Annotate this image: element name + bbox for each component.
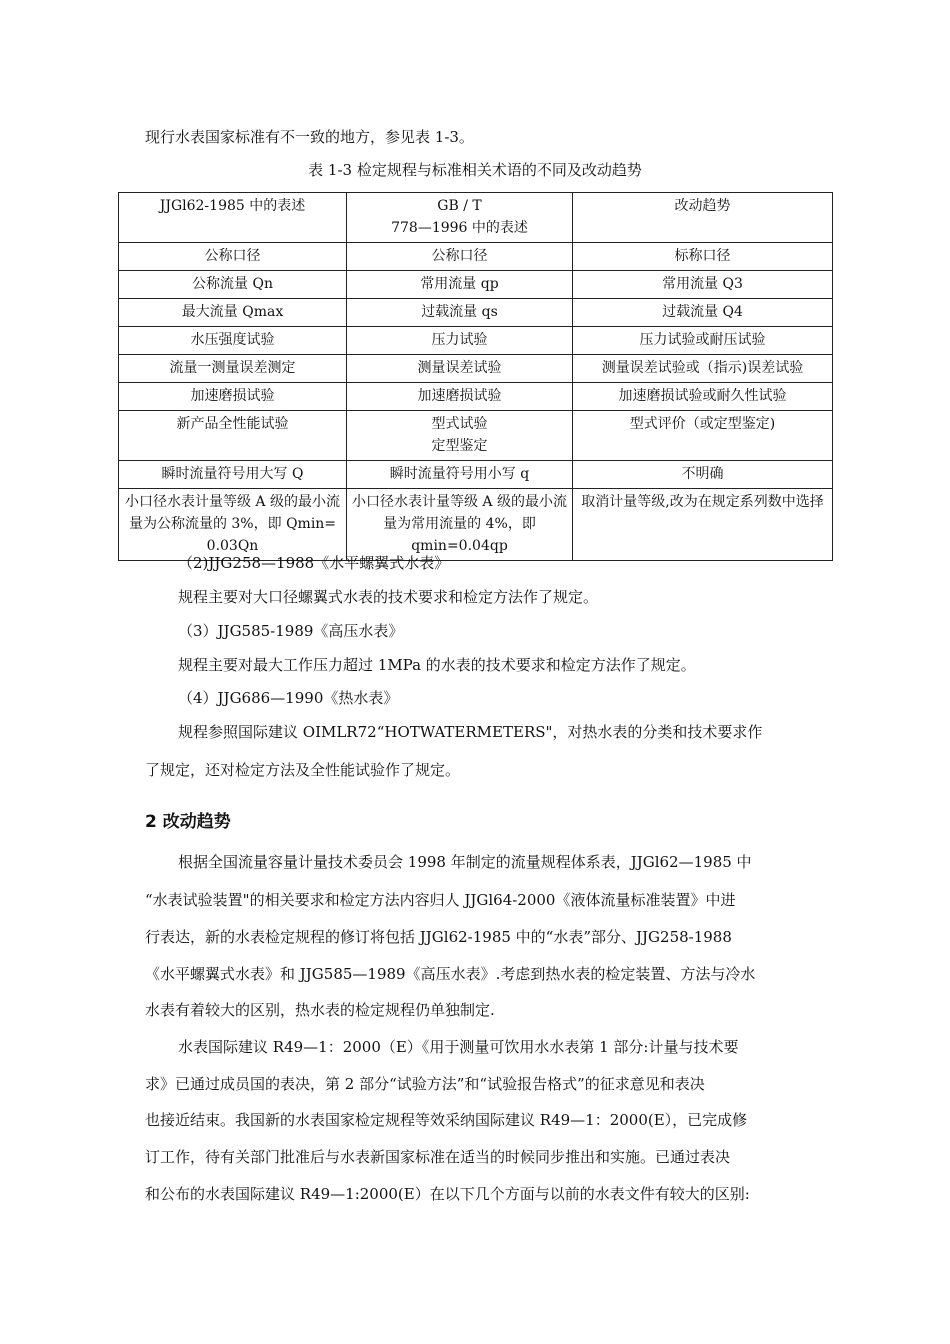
table-cell-line: 0.03Qn bbox=[206, 538, 259, 554]
table-row bbox=[119, 299, 833, 327]
table-cell: 不明确 bbox=[573, 461, 833, 489]
header-cell-1985: JJGl62-1985 中的表述 bbox=[119, 193, 347, 243]
table-cell-line: 量为常用流量的 4%，即 bbox=[383, 516, 536, 532]
paragraph-line: “水表试验装置"的相关要求和检定方法内容归人 JJGl64-2000《液体流量标准装置》中进 bbox=[145, 891, 736, 909]
item-title-jjg585: （3）JJG585-1989《高压水表》 bbox=[178, 622, 404, 640]
item-desc-jjg686-line1: 规程参照国际建议 OIMLR72“HOTWATERMETERS"，对热水表的分类和技术要求作 bbox=[178, 723, 763, 741]
table-cell-line: qmin=0.04qp bbox=[411, 538, 508, 554]
table-cell bbox=[347, 489, 573, 561]
paragraph-line: 《水平螺翼式水表》和 JJG585—1989《高压水表》.考虑到热水表的检定装置、方法与冷水 bbox=[145, 965, 756, 983]
item-title-jjg258: （2)JJG258—1988《水平螺翼式水表》 bbox=[178, 554, 450, 572]
table-row bbox=[119, 411, 833, 461]
table-cell: 测量误差试验或（指示)误差试验 bbox=[573, 355, 833, 383]
table-cell: 瞬时流量符号用大写 Q bbox=[119, 461, 347, 489]
table-cell: 新产品全性能试验 bbox=[119, 411, 347, 461]
table-cell: 过载流量 qs bbox=[347, 299, 573, 327]
item-desc-jjg585: 规程主要对最大工作压力超过 1MPa 的水表的技术要求和检定方法作了规定。 bbox=[178, 656, 696, 674]
table-row bbox=[119, 271, 833, 299]
paragraph-line: 和公布的水表国际建议 R49—1:2000(E）在以下几个方面与以前的水表文件有较大的区别: bbox=[145, 1185, 750, 1203]
paragraph-line: 订工作，待有关部门批准后与水表新国家标准在适当的时候同步推出和实施。已通过表决 bbox=[145, 1148, 731, 1166]
table-cell: 测量误差试验 bbox=[347, 355, 573, 383]
paragraph-line: 也接近结束。我国新的水表国家检定规程等效采纳国际建议 R49—1：2000(E），已完成修 bbox=[145, 1111, 748, 1129]
table-row bbox=[119, 489, 833, 561]
paragraph-line: 根据全国流量容量计量技术委员会 1998 年制定的流量规程体系表，JJGl62—1985 中 bbox=[178, 853, 752, 871]
table-cell-line: 定型鉴定 bbox=[431, 438, 488, 454]
table-cell: 常用流量 Q3 bbox=[573, 271, 833, 299]
paragraph-line: 水表有着较大的区别，热水表的检定规程仍单独制定. bbox=[145, 1001, 495, 1019]
table-cell: 常用流量 qp bbox=[347, 271, 573, 299]
table-cell: 型式评价（或定型鉴定) bbox=[573, 411, 833, 461]
table-cell: 公称口径 bbox=[119, 243, 347, 271]
table-cell: 标称口径 bbox=[573, 243, 833, 271]
table-cell: 公称口径 bbox=[347, 243, 573, 271]
table-cell: 水压强度试验 bbox=[119, 327, 347, 355]
item-desc-jjg686-line2: 了规定，还对检定方法及全性能试验作了规定。 bbox=[145, 761, 461, 779]
paragraph-line: 求》已通过成员国的表决，第 2 部分“试验方法”和“试验报告格式”的征求意见和表决 bbox=[145, 1075, 705, 1093]
table-cell-line: 量为公称流量的 3%，即 Qmin= bbox=[128, 516, 337, 532]
table-cell-line: 小口径水表计量等级 A 级的最小流 bbox=[124, 494, 340, 510]
item-desc-jjg258: 规程主要对大口径螺翼式水表的技术要求和检定方法作了规定。 bbox=[178, 588, 599, 606]
table-row bbox=[119, 327, 833, 355]
table-cell bbox=[119, 489, 347, 561]
table-cell-line: 小口径水表计量等级 A 级的最小流 bbox=[351, 494, 567, 510]
table-row bbox=[119, 383, 833, 411]
paragraph-line: 水表国际建议 R49—1：2000（E）《用于测量可饮用水水表第 1 部分:计量与技术要 bbox=[178, 1038, 739, 1056]
table-cell: 压力试验或耐压试验 bbox=[573, 327, 833, 355]
table-cell: 瞬时流量符号用小写 q bbox=[347, 461, 573, 489]
paragraph-line: 行表达，新的水表检定规程的修订将包括 JJGl62-1985 中的“水表”部分、JJG258-1988 bbox=[145, 928, 732, 946]
header-cell-gbt bbox=[347, 193, 573, 243]
table-cell: 压力试验 bbox=[347, 327, 573, 355]
table-cell: 公称流量 Qn bbox=[119, 271, 347, 299]
comparison-table bbox=[118, 192, 833, 561]
table-cell bbox=[347, 411, 573, 461]
table-header-row bbox=[119, 193, 833, 243]
section-heading: 2 改动趋势 bbox=[145, 812, 231, 832]
table-cell: 过载流量 Q4 bbox=[573, 299, 833, 327]
table-cell: 流量一测量误差测定 bbox=[119, 355, 347, 383]
table-row bbox=[119, 461, 833, 489]
item-title-jjg686: （4）JJG686—1990《热水表》 bbox=[178, 689, 399, 707]
table-cell: 加速磨损试验 bbox=[119, 383, 347, 411]
header-cell-trend: 改动趋势 bbox=[573, 193, 833, 243]
table-cell-line: 型式试验 bbox=[431, 416, 488, 432]
table-row bbox=[119, 243, 833, 271]
table-cell: 取消计量等级,改为在规定系列数中选择 bbox=[573, 489, 833, 561]
header-gbt-line1: GB / T bbox=[437, 198, 482, 214]
header-gbt-line2: 778—1996 中的表述 bbox=[391, 220, 528, 236]
table-caption: 表 1-3 检定规程与标准相关术语的不同及改动趋势 bbox=[308, 161, 642, 179]
table-row bbox=[119, 355, 833, 383]
table-cell: 最大流量 Qmax bbox=[119, 299, 347, 327]
intro-text: 现行水表国家标准有不一致的地方，参见表 1-3。 bbox=[145, 128, 474, 146]
table-cell: 加速磨损试验或耐久性试验 bbox=[573, 383, 833, 411]
table-cell: 加速磨损试验 bbox=[347, 383, 573, 411]
